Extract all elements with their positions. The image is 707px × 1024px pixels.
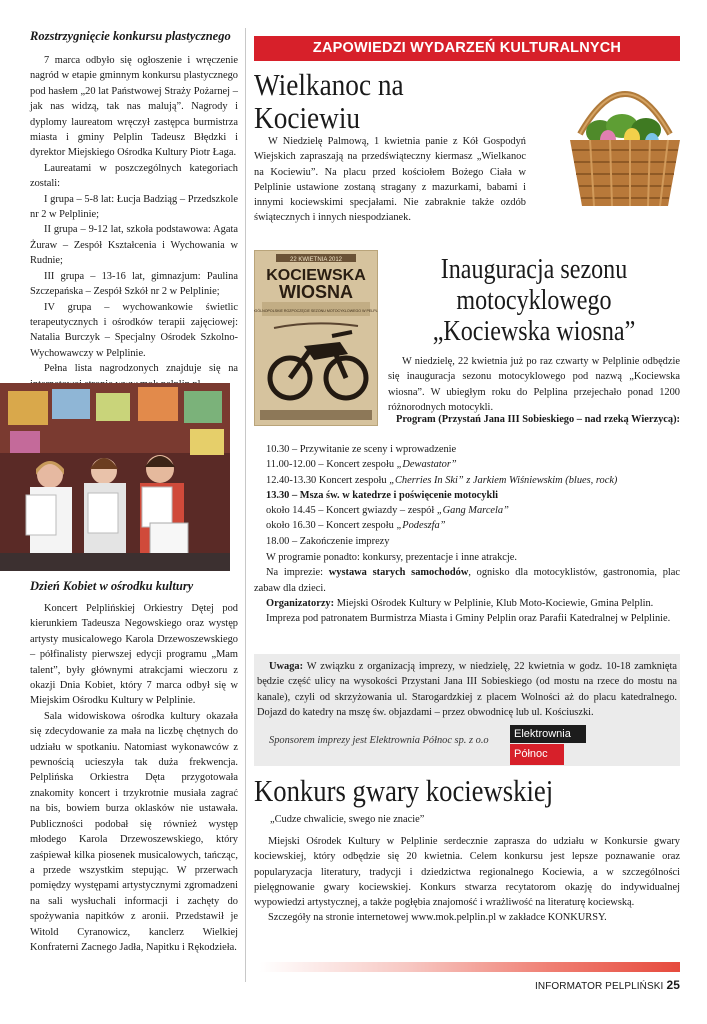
easter-body [254, 134, 526, 226]
dialect-contest-subtitle: „Cudze chwalicie, swego nie znacie” [270, 814, 425, 825]
extras-line: W programie ponadto: konkursy, prezentacje i inne atrakcje. [266, 552, 518, 563]
page-footer [535, 978, 680, 992]
motorcycle-title-line: Inauguracja sezonu [440, 254, 628, 285]
program-heading [388, 412, 680, 427]
women-day-title: Dzień Kobiet w ośrodku kultury [30, 579, 194, 593]
easter-title-line: Kociewiu [254, 100, 361, 135]
contest-group: III grupa – 13-16 lat, gimnazjum: Paulina Szczepańska – Zespół Szkół nr 2 w Pelplinie; [30, 270, 238, 298]
contest-group: II grupa – 9-12 lat, szkoła podstawowa: Agata Żuraw – Zespół Kształcenia i Wychowania w Rudnie; [30, 224, 238, 267]
easter-title-line: Wielkanoc na [254, 67, 404, 102]
schedule-item: 11.00-12.00 – Koncert zespołu „Dewastator” [266, 459, 457, 471]
schedule-item: 10.30 – Przywitanie ze sceny i wprowadzenie [266, 444, 457, 455]
women-day-section [30, 578, 238, 955]
patronage-line: Impreza pod patronatem Burmistrza Miasta i Gminy Pelplin oraz Parafii Katedralnej w Pelplinie. [266, 613, 671, 625]
poster-subtitle: IV OGÓLNOPOLSKIE ROZPOCZĘCIE SEZONU MOTOCYKLOWEGO W PELPLINIE [254, 309, 378, 313]
schedule-item: 12.40-13.30 Koncert zespołu „Cherries In Ski” z Jarkiem Wiśniewskim (blues, rock) [266, 474, 618, 486]
easter-title [254, 68, 404, 134]
contest-body [30, 53, 238, 392]
traffic-notice-box [254, 654, 680, 766]
organizers-line: Organizatorzy: Miejski Ośrodek Kultury w Pelplinie, Klub Moto-Kociewie, Gmina Pelplin. [266, 597, 654, 609]
contest-title: Rozstrzygnięcie konkursu plastycznego [30, 29, 231, 43]
motorcycle-intro-text: W niedzielę, 22 kwietnia już po raz czwarty w Pelplinie odbędzie się inauguracja sezonu motocyklowego pod nazwą „Kociewska wiosna”. W ubiegłym roku do Pelplina przejechało ponad 1200 różnorodnych motocykli. [388, 356, 680, 413]
notice-label: Uwaga: [269, 661, 304, 672]
dialect-paragraph: Szczegóły na stronie internetowej www.mok.pelplin.pl w zakładce KONKURSY. [268, 912, 607, 924]
women-day-paragraph: Koncert Pelplińskiej Orkiestry Dętej pod kierunkiem Tadeusza Negowskiego oraz występ artysty musicalowego Karola Drzewoszewskiego – półfinalisty pierwszej edycji programu „Mam talent”, były głównymi atrakcjami wieczoru z okazji Dnia Kobiet, który 7 marca odbył się w Miejskim Ośrodku Kultury w Pelplinie. [30, 603, 238, 707]
contest-paragraph: Pełna lista nagrodzonych znajduje się na [44, 363, 238, 375]
easter-paragraph: W Niedzielę Palmową, 1 kwietnia panie z Kół Gospodyń Wiejskich zapraszają na przedświąteczny kiermasz „Wielkanoc na Kociewiu”. Na placu przed kościołem Bożego Ciała w Pelplinie ustawione zostaną stragany z mazurkami, babami i innymi kociewskimi specjałami. Nie zabraknie także ozdób świątecznych i innych niespodzianek. [254, 136, 526, 224]
program-extras [254, 550, 680, 626]
left-column [30, 28, 238, 392]
band-name: „Dewastator” [396, 459, 457, 471]
logo-bottom: Północ [510, 744, 564, 765]
poster-date: 22 KWIETNIA 2012 [289, 257, 343, 263]
schedule-item: 13.30 – Msza św. w katedrze i poświęcenie motocykli [266, 489, 499, 501]
poster-name-1: KOCIEWSKA [266, 267, 366, 284]
publication-name: INFORMATOR PELPLIŃSKI [535, 981, 664, 992]
elektrownia-polnoc-logo [510, 725, 586, 765]
schedule-item: około 16.30 – Koncert zespołu „Podeszfa” [266, 520, 446, 532]
sponsor-line: Sponsorem imprezy jest Elektrownia Północ sp. z o.o [269, 735, 489, 746]
event-poster [254, 250, 378, 426]
dialect-contest-title: Konkurs gwary kociewskiej [254, 773, 554, 808]
easter-basket-image [560, 74, 690, 214]
logo-top: Elektrownia [510, 725, 586, 743]
contest-group: IV grupa – wychowankowie świetlic terapeutycznych i ośrodków terapii zajęciowej: Natalia Burczyk – Specjalny Ośrodek Szkolno-Wychowawczy w Pelplinie. [30, 301, 238, 359]
dialect-paragraph: Miejski Ośrodek Kultury w Pelplinie serdecznie zaprasza do udziału w Konkursie gwary kociewskiej, który odbędzie się 20 kwietnia. Celem konkursu jest lepsze poznawanie oraz popularyzacja literatury, tradycji i dziedzictwa regionalnego Kociewia, a w szczególności pielęgnowanie gwary kociewskiej. Konkurs stwarza recytatorom okazję do indywidualnej wypowiedzi artystycznej, a także pogłębia znajomość i wrażliwość na literaturę kociewską. [254, 836, 680, 909]
motorcycle-intro [388, 354, 680, 415]
schedule-item: 18.00 – Zakończenie imprezy [266, 535, 390, 547]
traffic-notice-text [257, 659, 677, 720]
section-banner: ZAPOWIEDZI WYDARZEŃ KULTURALNYCH [254, 36, 680, 61]
notice-body: W związku z organizacją imprezy, w niedzielę, 22 kwietnia w godz. 10-18 zamknięta będzie część ulicy na wysokości Przystani Jana III Sobieskiego (od mostu na rzece do mostu na kanale), czyli od skrzyżowania ul. Starogardzkiej z placem Wolności aż do placu katedralnego. Dojazd do katedry na mszę św. objazdami – przez obwodnicę lub ul. Kościuszki. [257, 661, 677, 718]
contest-paragraph: Laureatami w poszczególnych kategoriach zostali: [30, 162, 238, 190]
children-diplomas-photo [0, 383, 230, 571]
attractions-line: Na imprezie: wystawa starych samochodów, ognisko dla motocyklistów, gastronomia, plac zabaw dla dzieci. [254, 567, 681, 594]
motorcycle-title-line: motocyklowego [456, 285, 612, 316]
footer-gradient-bar [260, 962, 680, 972]
schedule-item: około 14.45 – Koncert gwiazdy – zespół „Gang Marcela” [266, 505, 509, 517]
women-day-paragraph: Sala widowiskowa ośrodka kultury okazała się zdecydowanie za mała na liczbę chętnych do udziału w spotkaniu. Natomiast wykonawców z pewnością ucieszyła tak duża frekwencja. Pelplińska Orkiestra Dęta przygotowała znakomity koncert i trzykrotnie musiała zagrać na bis, bowiem burza oklasków nie ustawała. Publiczności podobał się również występ młodego Karola Drzewoszewskiego, który zaśpiewał kilka piosenek musicalowych, tańcząc, a przede wszystkim stepując. W przerwach pomiędzy występami artystycznymi zgromadzeni na sali wysłuchali informacji i zachęty do spożywania napitków z aronii. Przedstawił je Witold Cyranowicz, kanclerz Wielkiej Konfraterni Zacnego Jadła, Napitku i Rękodzieła. [30, 710, 238, 953]
contest-group: I grupa – 5-8 lat: Łucja Badziąg – Przedszkole nr 2 w Pelplinie; [30, 193, 238, 221]
contest-paragraph: 7 marca odbyło się ogłoszenie i wręczenie nagród w etapie gminnym konkursu plastycznego pod hasłem „20 lat Państwowej Straży Pożarnej – jak nas widzą, tak nas malują”. Nagrody i dyplomy laureatom wręczył zastępca burmistrza miasta i gminy Pelplin Tadeusz Błędzki i dyrektor Miejskiego Ośrodka Kultury Piotr Łaga. [30, 55, 238, 159]
band-name: „Cherries In Ski” z Jarkiem Wiśniewskim (blues, rock) [389, 474, 618, 486]
motorcycle-title-line: „Kociewska wiosna” [432, 316, 636, 347]
poster-name-2: WIOSNA [279, 282, 353, 302]
women-day-body [30, 601, 238, 955]
motorcycle-event-title [408, 254, 659, 347]
program-place: (Przystań Jana III Sobieskiego – nad rzeką Wierzycą): [438, 414, 680, 425]
program-schedule [266, 442, 680, 549]
dialect-contest-body [254, 834, 680, 926]
band-name: „Podeszfa” [396, 520, 446, 532]
page-number: 25 [666, 978, 680, 992]
program-label: Program [396, 414, 436, 425]
column-divider [245, 28, 246, 982]
band-name: „Gang Marcela” [436, 505, 509, 517]
